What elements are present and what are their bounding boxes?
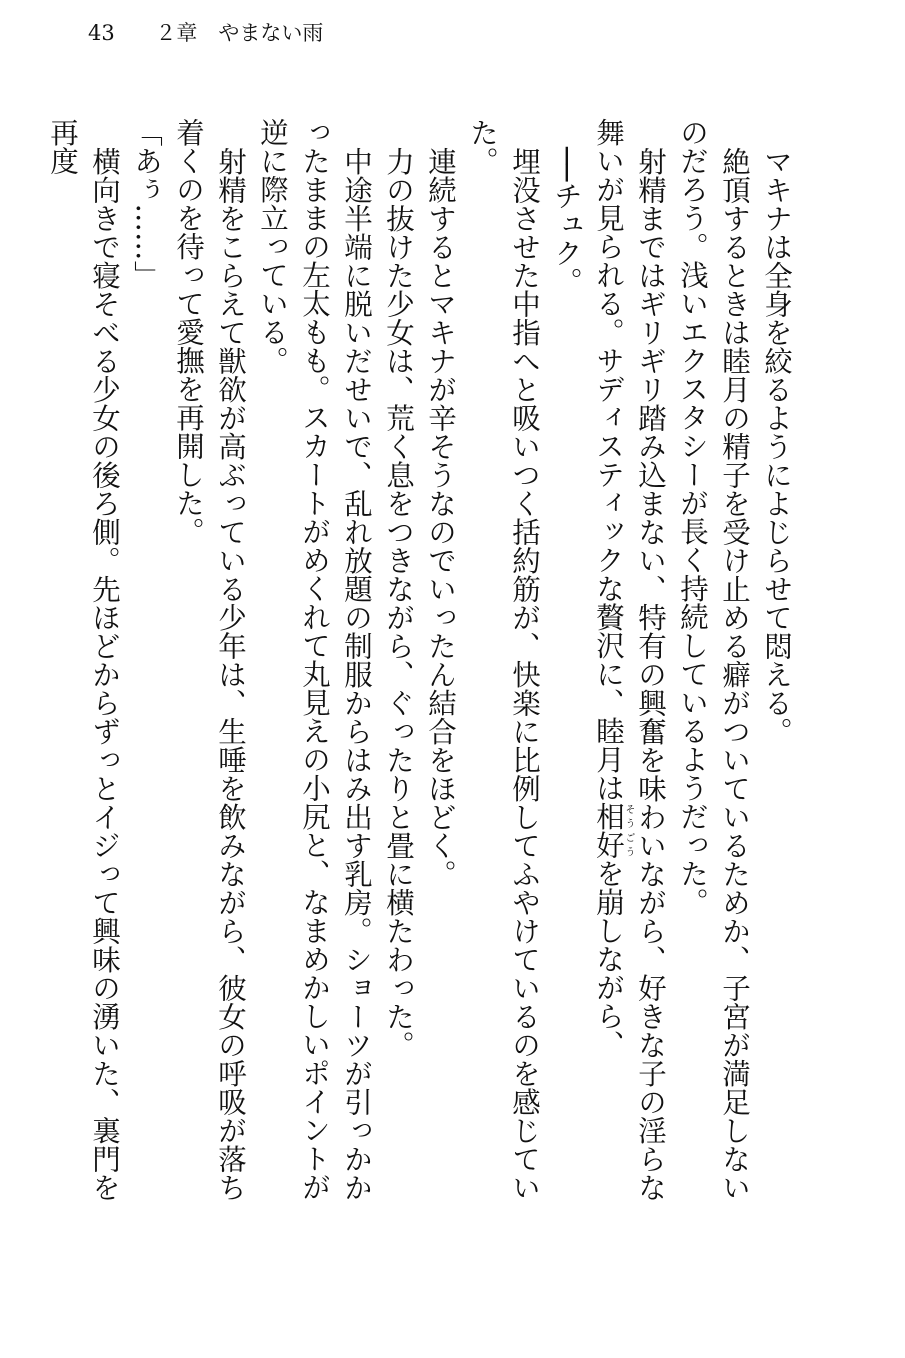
ruby-reading: そうごう (623, 802, 634, 859)
paragraph: 連続するとマキナが辛そうなのでいったん結合をほどく。 (424, 146, 457, 888)
paragraph: 中途半端に脱いだせいで、乱れ放題の制服からはみ出す乳房。ショーツが引っかかったままの左太もも。スカートがめくれて丸見えの小尻と、なまめかしいポイントが逆に際立っている。 (256, 118, 373, 1201)
running-header (88, 18, 323, 48)
chapter-title: ２章 やまない雨 (155, 21, 324, 45)
paragraph: 横向きで寝そべる少女の後ろ側。先ほどからずっとイジって興味の湧いた、裏門を再度 (46, 118, 121, 1201)
ruby-base: 相好 (592, 802, 625, 859)
paragraph: 射精をこらえて獣欲が高ぶっている少年は、生唾を飲みながら、彼女の呼吸が落ち着くのを待って愛撫を再開した。 (172, 118, 247, 1201)
paragraph: 絶頂するときは睦月の精子を受け止める癖がついているためか、子宮が満足しないのだろう。浅いエクスタシーが長く持続しているようだった。 (676, 118, 751, 1201)
paragraph: ──チュク。 (550, 146, 583, 295)
paragraph-text: を崩しながら、 (592, 859, 625, 1059)
paragraph: 力の抜けた少女は、荒く息をつきながら、ぐったりと畳に横たわった。 (382, 146, 415, 1059)
dialogue-line: 「あぅ……」 (130, 118, 163, 289)
paragraph: マキナは全身を絞るようによじらせて悶える。 (760, 146, 793, 745)
paragraph-text: 射精まではギリギリ踏み込まない、特有の興奮を味わいながら、好きな子の淫らな舞いが見られる。サディスティックな贅沢に、睦月は (592, 118, 667, 1201)
page-number: 43 (88, 21, 115, 45)
paragraph (587, 118, 671, 1228)
vertical-text-body (46, 118, 797, 1228)
paragraph: 埋没させた中指へと吸いつく括約筋が、快楽に比例してふやけているのを感じていた。 (466, 118, 541, 1201)
ruby-word (592, 802, 634, 859)
